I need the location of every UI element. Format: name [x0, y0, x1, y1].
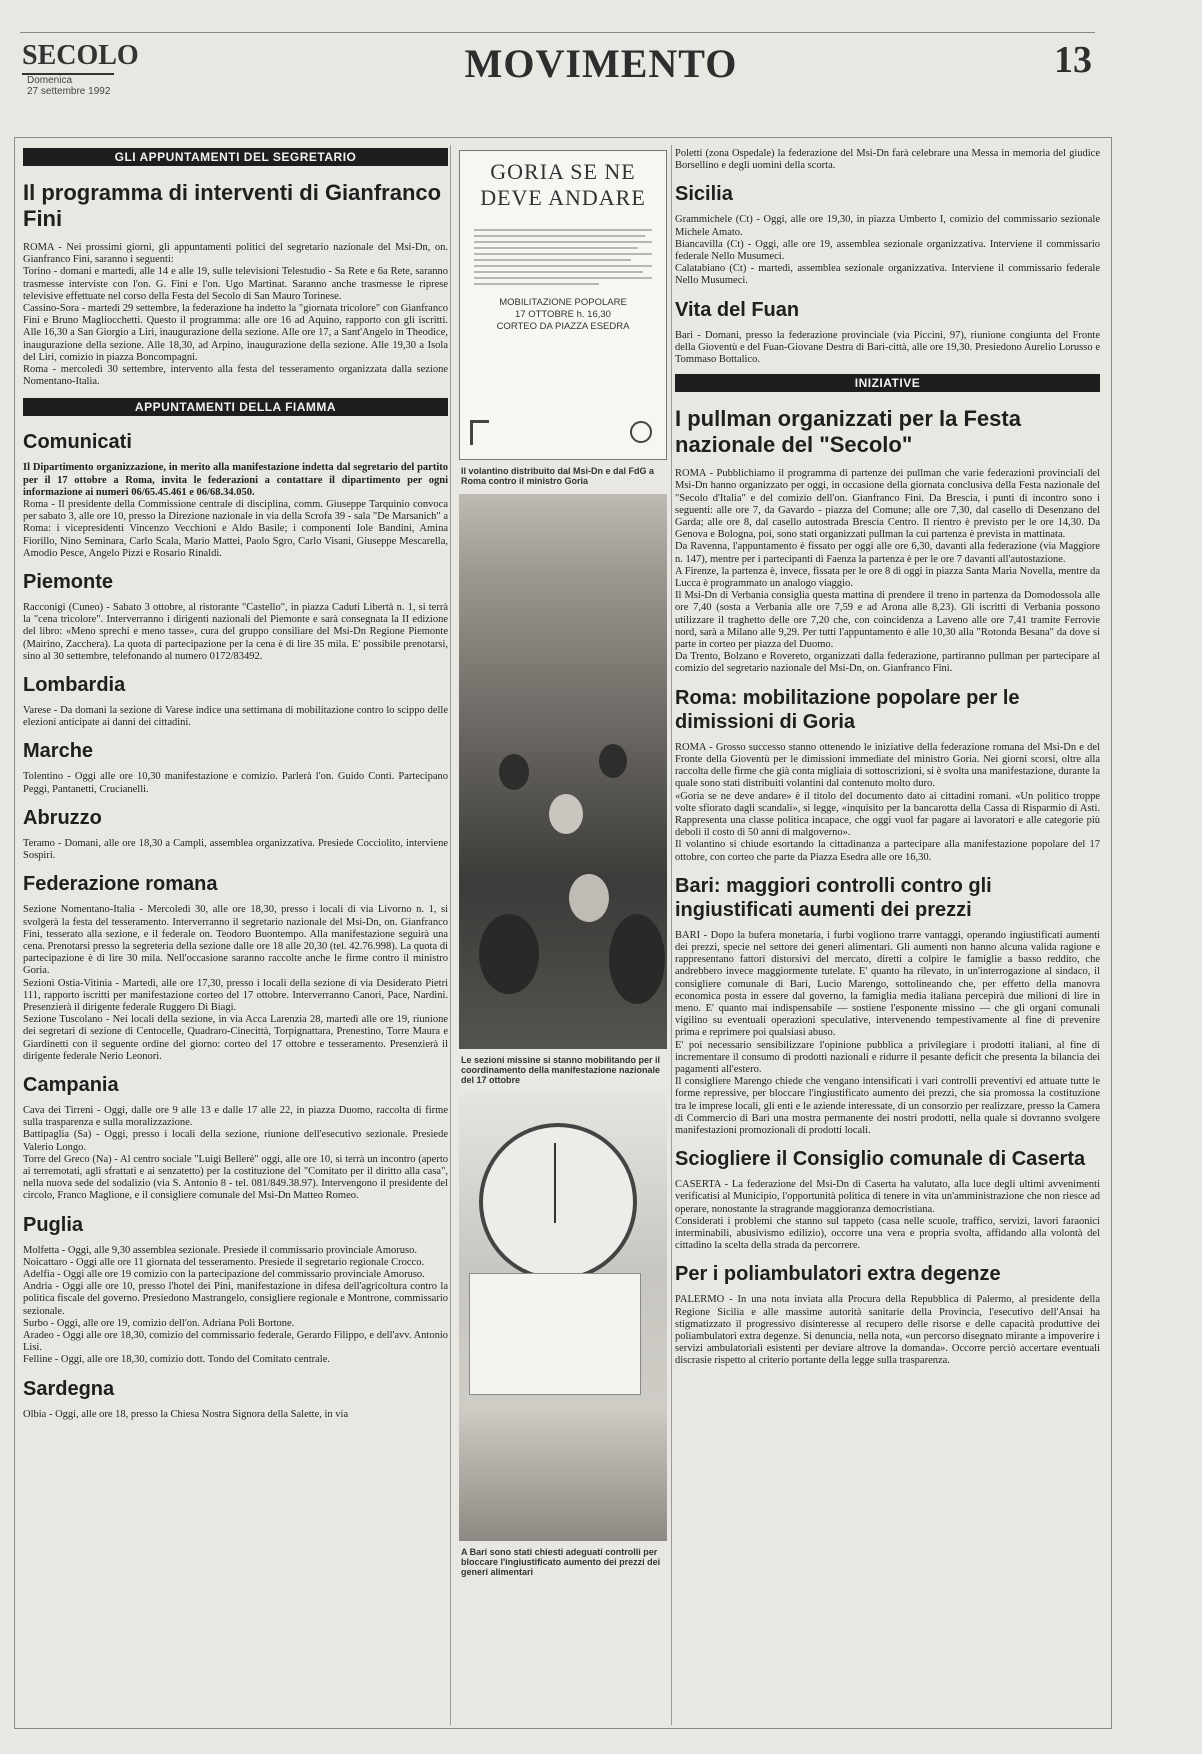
article-paragraph: Da Ravenna, l'appuntamento è fissato per oggi alle ore 6,30, davanti alla federazione (via Maggiore n. 147), mentre per i partecipanti di Faenza la partenza è per le ore 7 davanti all'autostazione.: [675, 541, 1100, 565]
issue-day: Domenica: [27, 75, 73, 86]
party-logo-icon: [470, 420, 489, 445]
headline-programma: Il programma di interventi di Gianfranco Fini: [23, 180, 442, 231]
article-paragraph: E' poi necessario sensibilizzare l'opinione pubblica a privilegiare i prodotti italiani, al fine di incrementare il consumo di prodotti nazionali e ridurre il pesante deficit che presenta la bilancia dei pagamenti all'estero.: [675, 1039, 1100, 1075]
headline-roma-goria: Roma: mobilitazione popolare per le dimissioni di Goria: [675, 686, 1020, 733]
issue-date-text: 27 settembre 1992: [27, 86, 111, 97]
scale-needle: [554, 1143, 556, 1223]
photo-figure: [609, 914, 665, 1004]
article-paragraph: Il Msi-Dn di Verbania consiglia questa mattina di prendere il treno in partenza da Domodossola alle ore 7,40 (sosta a Verbania alle ore 7,59 e ad Arona alle 8,23). Gli iscritti di Verbania possono utilizzare il traghetto delle ore 7,20 che, con coincidenza a Laveno alle ore 7,41 tramite Ferrovie nord, sarà a Milano alle 9,29. Per tutti l'appuntamento è alle 10,30 alla "Rotonda Besana" da dove si parte in corteo per piazza del Duomo.: [675, 590, 1100, 651]
article-paragraph: Racconigi (Cuneo) - Sabato 3 ottobre, al ristorante "Castello", in piazza Caduti Libertà n. 1, si terrà la "cena tricolore". Interverranno i dirigenti nazionali del Piemonte e sarà consegnata la II edizione del libro: «Meno sprechi e meno tasse», cura del gruppo consiliare del Msi-Dn Regione Piemonte (Mairino, Zacchera). La quota di partecipazione per la cena è di lire 35 mila. E' possibile prenotarsi, sino al 30 settembre, telefonando al numero 0172/83492.: [23, 602, 448, 662]
heading-piemonte: Piemonte: [23, 571, 114, 594]
article-paragraph: Biancavilla (Ct) - Oggi, alle ore 19, assemblea sezionale organizzativa. Interviene il commissario federale Nello Musumeci.: [675, 238, 1100, 263]
article-paragraph: Teramo - Domani, alle ore 18,30 a Campli, assemblea organizzativa. Presiede Cocciolito, interviene Sospiri.: [23, 837, 448, 862]
article-paragraph: Molfetta - Oggi, alle 9,30 assemblea sezionale. Presiede il commissario provinciale Amoruso.: [23, 1244, 417, 1256]
article-paragraph: ROMA - Grosso successo stanno ottenendo le iniziative della federazione romana del Msi-Dn e del Fronte della Gioventù per le dimissioni immediate del ministro Goria. Nei giorni scorsi, oltre alla raccolta delle firme che già conta migliaia di sottoscrizioni, si è svolta una manifestazione, durante la quale sono stati distribuiti volantini dal contenuto molto duro.: [675, 741, 1100, 790]
article-paragraph: CASERTA - La federazione del Msi-Dn di Caserta ha valutato, alla luce degli ultimi avvenimenti verificatisi al Municipio, l'opportunità politica di tenere in vita un'amministrazione che non riesce ad operare, nonostante la stragrande maggioranza democristiana.: [675, 1179, 1100, 1215]
flyer-title: GORIA SE NE DEVE ANDARE: [480, 159, 646, 210]
headline-bari-prezzi: Bari: maggiori controlli contro gli ingiustificati aumenti dei prezzi: [675, 874, 992, 921]
heading-federazione-romana: Federazione romana: [23, 873, 218, 896]
article-paragraph: Bari - Domani, presso la federazione provinciale (via Piccini, 97), riunione congiunta del Fronte della Gioventù e del Fuan-Giovane Destra di Bari-città, alle ore 19,30. Presiedono Aurelio Lorusso e Tommaso Bottalico.: [675, 329, 1100, 366]
right-column: [675, 148, 1100, 1368]
article-paragraph: PALERMO - In una nota inviata alla Procura della Repubblica di Palermo, al presidente della Regione Sicilia e alle massime autorità sanitarie della Provincia, l'esecutivo dell'Ansai ha stigmatizzato il progressivo disinteresse al recupero delle risorse e delle capacità produttive dei poliambulatori extra degenze. Si denuncia, nella nota, «un percorso disegnato mirante a impoverire i servizi ambulatoriali esistenti per deviare altrove la domanda». Occorre perciò accertare eventuali discrasie rispetto al criterio portante della legge sulla trasparenza.: [675, 1294, 1100, 1367]
left-column: [23, 148, 448, 1421]
flyer-mobilitation: [460, 297, 666, 333]
article-paragraph: Roma - mercoledì 30 settembre, intervento alla festa del tesseramento organizzata dalla sezione Nomentano-Italia.: [23, 364, 448, 388]
article-paragraph: Cava dei Tirreni - Oggi, dalle ore 9 alle 13 e dalle 17 alle 22, in piazza Duomo, raccolta di firme sulla trasparenza e sulla moralizzazione.: [23, 1104, 448, 1129]
article-paragraph: Il Dipartimento organizzazione, in merito alla manifestazione indetta dal segretario del partito per il 17 ottobre a Roma, invita le federazioni a contattare il dipartimento per ogni informazione ai numeri 06/65.45.461 e 06/68.34.050.: [23, 462, 448, 498]
headline-caserta: Sciogliere il Consiglio comunale di Caserta: [675, 1148, 1086, 1171]
article-paragraph: Adelfia - Oggi alle ore 19 comizio con la partecipazione del commissario provinciale Amoruso.: [23, 1268, 425, 1280]
price-sign: [469, 1273, 641, 1395]
article-paragraph: Grammichele (Ct) - Oggi, alle ore 19,30, in piazza Umberto I, comizio del commissario sezionale Michele Amato.: [675, 214, 1100, 238]
section-bar-segretario: GLI APPUNTAMENTI DEL SEGRETARIO: [23, 148, 448, 166]
center-column: [457, 148, 669, 1585]
article-paragraph: Sezione Nomentano-Italia - Mercoledì 30, alle ore 18,30, presso i locali di via Livorno n. 1, si svolgerà la festa del tesseramento. Interverranno il segretario nazionale del Msi-Dn, on. Gianfranco Fini, tesserato alla sezione, e il federale on. Teodoro Buontempo. Alla manifestazione seguirà una cena. Prenotarsi presso la segreteria della sezione dalle ore 18 alle 20,30 (tel. 42.76.998). La quota di partecipazione è di lire 30 mila. Nell'occasione saranno raccolte anche le firme contro il ministro Goria.: [23, 904, 448, 977]
scale-dial: [479, 1123, 637, 1281]
article-paragraph: BARI - Dopo la bufera monetaria, i furbi vogliono trarre vantaggi, operando ingiustificati aumenti dei prezzi, specie nel settore dei generi alimentari. Gli aumenti non hanno alcuna valida ragione e rappresentano fattori distorsivi del mercato, diretti a colpire le famiglie a basso reddito, che andrebbero invece maggiormente tutelate. E' quanto ha rilevato, in un'interrogazione al sindaco, il consigliere comunale di Bari, Lucio Marengo, sottolineando che, per effetto della manovra economica posta in essere dal governo, la famiglia media italiana percepirà due milioni di lire in meno. E' quanto mai indispensabile — sostiene l'esponente missino — che gli organi comunali vigilino su eventuali operazioni speculative, intervenendo tempestivamente al fine di prevenire prima e reprimere poi qualsiasi abuso.: [675, 929, 1100, 1039]
article-paragraph: Varese - Da domani la sezione di Varese indice una settimana di mobilitazione contro lo scippo delle elezioni anticipate ai danni dei cittadini.: [23, 705, 448, 729]
heading-campania: Campania: [23, 1073, 119, 1096]
article-paragraph: Sezioni Ostia-Vitinia - Martedì, alle ore 17,30, presso i locali della sezione di via Desiderato Pietri 111, rapporto iscritti per manifestazione corteo del 17 ottobre. Interverranno Canori, Pace, Nardini. Presenzierà il dirigente federale Ruggero Di Biagi.: [23, 977, 448, 1013]
article-paragraph: ROMA - Pubblichiamo il programma di partenze dei pullman che varie federazioni provinciali del Msi-Dn hanno organizzato per oggi, in occasione della giornata conclusiva della Festa nazionale del "Secolo d'Italia" e del comizio dell'on. Gianfranco Fini. Da Brescia, i punti di incontro sono i seguenti: alle ore 7, da Gavardo - piazza del Comune; alle ore 7,30, dal casello di Desenzano del Garda; alle ore 8, dal casello autostrada Brescia Centro. Il rientro è previsto per le ore 14,30. Da Genova e Bologna, poi, sono stati organizzati pullman la cui partenza è prevista in mattinata.: [675, 468, 1100, 541]
masthead: [0, 0, 1202, 120]
article-paragraph: Noicattaro - Oggi alle ore 11 giornata del tesseramento. Presiede il segretario regionale Crocco.: [23, 1256, 425, 1268]
article-paragraph: Cassino-Sora - martedì 29 settembre, la federazione ha indetto la "giornata tricolore" con Gianfranco Fini e Bruno Magliocchetti. Questo il programma: alle ore 16 ad Aquino, rapporto con gli iscritti. Alle 16,30 a San Giorgio a Liri, inaugurazione della sezione. Alle ore 17, a Sant'Angelo in Theodice, inaugurazione della sezione. Alle 18,30, ad Arpino, inaugurazione della sezione. Alle 19,30 a Isola del Liri, comizio in piazza Boncompagni.: [23, 303, 448, 363]
flyer-mob-line: 17 OTTOBRE h. 16,30: [515, 309, 611, 320]
top-rule: [20, 32, 1095, 33]
article-paragraph: Tolentino - Oggi alle ore 10,30 manifestazione e comizio. Parlerà l'on. Guido Conti. Partecipano Peggi, Pantanetti, Crucianelli.: [23, 771, 448, 795]
flyer-mob-line: MOBILITAZIONE POPOLARE: [499, 297, 627, 308]
scale-photo: [459, 1093, 667, 1541]
flyer-body-text: [474, 229, 652, 285]
photo-caption: Le sezioni missine si stanno mobilitando per il coordinamento della manifestazione nazionale del 17 ottobre: [461, 1055, 661, 1085]
photo-figure: [499, 754, 529, 790]
article-paragraph: Battipaglia (Sa) - Oggi, presso i locali della sezione, riunione dell'esecutivo sezionale. Presiede Valerio Longo.: [23, 1129, 448, 1153]
photo-figure: [479, 914, 539, 994]
flyer-image: [459, 150, 667, 460]
photo-figure: [549, 794, 583, 834]
section-bar-fiamma: APPUNTAMENTI DELLA FIAMMA: [23, 398, 448, 416]
article-paragraph: Considerati i problemi che stanno sul tappeto (casa nelle scuole, traffico, servizi, lavori faraonici interminabili, abusivismo edilizio), occorre una vera e propria svolta, affidando alla volontà del cittadino la scelta della strada da percorrere.: [675, 1215, 1100, 1252]
heading-puglia: Puglia: [23, 1213, 84, 1236]
column-divider: [450, 145, 451, 1725]
crowd-photo: [459, 494, 667, 1049]
article-paragraph: Surbo - Oggi, alle ore 19, comizio dell'on. Adriana Poli Bortone.: [23, 1317, 295, 1329]
flame-logo-icon: [630, 421, 652, 443]
article-paragraph: ROMA - Nei prossimi giorni, gli appuntamenti politici del segretario nazionale del Msi-Dn, on. Gianfranco Fini, saranno i seguenti:: [23, 242, 448, 266]
article-paragraph: «Goria se ne deve andare» è il titolo del documento dato ai cittadini romani. «Un politico troppe volte sfiorato dagli scandali», si legge, «inquisito per la bancarotta della Cassa di Risparmio di Asti. Rappresenta una classe politica incapace, che oggi vuol far pagare ai lavoratori e alle categorie più deboli il costo di 50 anni di malgoverno».: [675, 790, 1100, 839]
article-paragraph: Felline - Oggi, alle ore 18,30, comizio dott. Tondo del Comitato centrale.: [23, 1354, 331, 1366]
article-paragraph: Olbia - Oggi, alle ore 18, presso la Chiesa Nostra Signora della Salette, in via: [23, 1408, 349, 1420]
photo-figure: [569, 874, 609, 922]
heading-vita-fuan: Vita del Fuan: [675, 298, 800, 321]
photo-caption: A Bari sono stati chiesti adeguati controlli per bloccare l'ingiustificato aumento dei prezzi dei generi alimentari: [461, 1547, 661, 1577]
heading-abruzzo: Abruzzo: [23, 806, 102, 829]
article-paragraph: Roma - Il presidente della Commissione centrale di disciplina, comm. Giuseppe Tarquinio convoca per sabato 3, alle ore 10, presso la Direzione nazionale in via della Scrofa 39 - sala "De Marsanich" a Roma: i vicepresidenti Vincenzo Vecchioni e Aldo Basile; i componenti Iole Bandini, Amina Fiorillo, Nino Seminara, Carlo Scala, Mario Mattei, Paolo Sgro, Carlo Visani, Giuseppe Mescarella, Amodio Pesce, Angelo Pizzi e Rosario Rinaldi.: [23, 499, 448, 559]
headline-poliambulatori: Per i poliambulatori extra degenze: [675, 1263, 1001, 1286]
photo-figure: [599, 744, 627, 778]
heading-lombardia: Lombardia: [23, 674, 126, 697]
article-paragraph: Il consigliere Marengo chiede che vengano intensificati i vari controlli preventivi ed attuate tutte le forme repressive, per bloccare l'ingiustificato aumento dei prezzi, che sia promossa la costituzione tra le imprese locali, gli enti e le aziende interessate, di un consorzio per realizzare, presso la Camera di Commercio di Bari una mostra permanente dei nostri prodotti, nella quale si dovranno svolgere manifestazioni promozionali di prodotti locali.: [675, 1076, 1100, 1136]
heading-marche: Marche: [23, 740, 94, 763]
article-paragraph: Aradeo - Oggi alle ore 18,30, comizio del commissario federale, Gerardo Filippo, e dell'avv. Antonio Lisi.: [23, 1329, 448, 1354]
article-paragraph: Calatabiano (Ct) - martedì, assemblea sezionale organizzativa. Interviene il commissario federale Nello Musumeci.: [675, 263, 1100, 287]
article-paragraph: Il volantino si chiude esortando la cittadinanza a partecipare alla manifestazione popolare del 17 ottobre, con corteo che parte da Piazza Esedra alle ore 16,30.: [675, 839, 1100, 863]
article-paragraph: Sezione Tuscolano - Nei locali della sezione, in via Acca Larenzia 28, martedì alle ore 19, riunione dei segretari di sezione di Centocelle, Quadraro-Cinecittà, Torpignattara, Prenestino, Torre Maura e Giardinetti con il seguente ordine del giorno: corteo del 17 ottobre e tesseramento. Presenzierà il dirigente federale Nerio Leonori.: [23, 1014, 448, 1062]
column-divider: [671, 145, 672, 1725]
photo-caption: Il volantino distribuito dal Msi-Dn e dal FdG a Roma contro il ministro Goria: [461, 466, 655, 486]
article-paragraph: Torino - domani e martedì, alle 14 e alle 19, sulle televisioni Telestudio - Sa Rete e 6a Rete, saranno trasmesse interviste con l'on. G. Fini e l'on. Ugo Martinat. Saranno anche trasmesse le riprese televisive effettuate nel corso della Festa del Secolo di San Mauro Torinese.: [23, 266, 448, 302]
article-paragraph: Andria - Oggi alle ore 10, presso l'hotel dei Pini, manifestazione in difesa dell'agricoltura contro la politica fiscale del governo. Presiedono Mastrangelo, consigliere regionale e Montrone, commissario sezionale.: [23, 1281, 448, 1317]
headline-pullman: I pullman organizzati per la Festa nazionale del "Secolo": [675, 406, 1021, 458]
newspaper-logo: SECOLO: [22, 40, 139, 71]
section-bar-iniziative: INIZIATIVE: [675, 374, 1100, 392]
flyer-mob-line: CORTEO DA PIAZZA ESEDRA: [496, 321, 630, 332]
article-paragraph: Torre del Greco (Na) - Al centro sociale "Luigi Bellerè" oggi, alle ore 10, si terrà un incontro (aperto ai terremotati, agli sfrattati e ai senzatetto) per la costituzione del "Comitato per il diritto alla casa", nella nuova sede del sodalizio (via S. Antonio 8 - tel. 081/849.38.97). Intervengono il presidente del circolo, Franco Maglione, e il consigliere comunale del Msi-Dn Matteo Romeo.: [23, 1153, 448, 1202]
section-title: MOVIMENTO: [464, 41, 738, 86]
heading-sardegna: Sardegna: [23, 1377, 115, 1400]
article-paragraph: A Firenze, la partenza è, invece, fissata per le ore 8 di oggi in piazza Santa Maria Novella, mentre da Lucca è programmato un analogo viaggio.: [675, 565, 1100, 590]
heading-comunicati: Comunicati: [23, 431, 132, 454]
article-paragraph: Poletti (zona Ospedale) la federazione del Msi-Dn farà celebrare una Messa in memoria del giudice Borsellino e degli uomini della scorta.: [675, 148, 1100, 172]
heading-sicilia: Sicilia: [675, 183, 733, 206]
article-paragraph: Da Trento, Bolzano e Rovereto, organizzati dalla federazione, partiranno pullman per partecipare al comizio del segretario nazionale del Msi-Dn, on. Gianfranco Fini.: [675, 651, 1100, 675]
page-number: 13: [1054, 39, 1092, 81]
